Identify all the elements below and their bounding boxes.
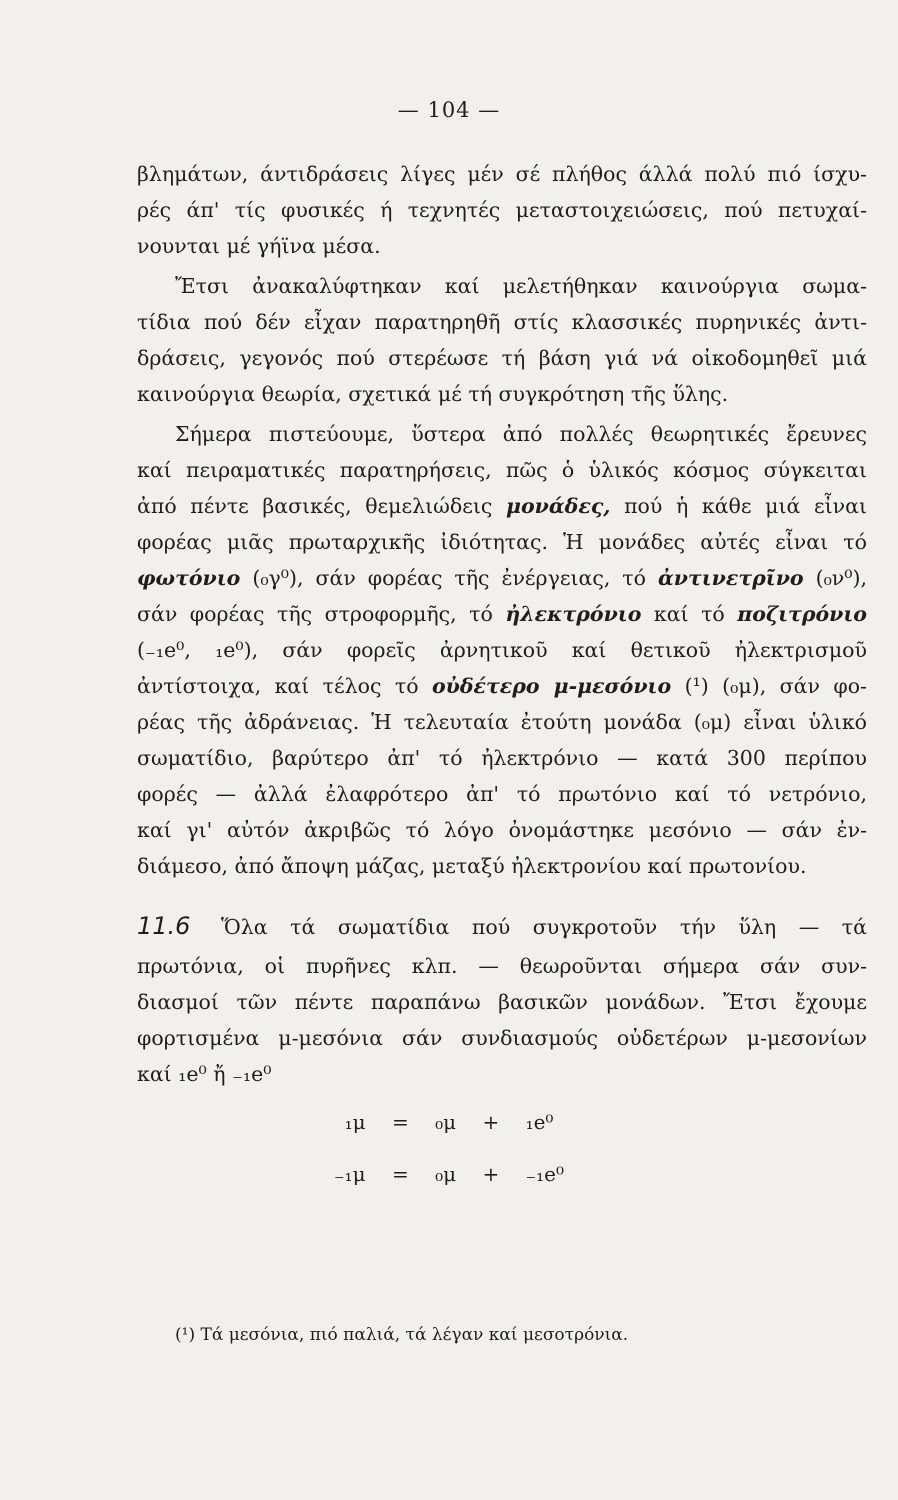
text-segment: Ὅλα τά σωματίδια πού συγκροτοῦν τήν ὕλη — τά (221, 915, 867, 939)
equation-1 (0, 1110, 898, 1134)
text-segment: πού ἡ κάθε μιά εἶναι (624, 494, 867, 518)
eq1-term-a: ₀μ (435, 1110, 457, 1134)
term-ilektronio: ἠλεκτρόνιο (505, 602, 642, 626)
text-segment: σάν φορέας τῆς στροφορμῆς, τό (137, 602, 493, 626)
text-line: βλημάτων, άντιδράσεις λίγες μέν σέ πλήθος άλλά πολύ πιό ίσχυ- (137, 162, 867, 186)
eq1-term-b: ₁e⁰ (525, 1110, 554, 1134)
eq1-equals: = (391, 1110, 409, 1134)
text-line: καί ₁e⁰ ἤ ₋₁e⁰ (137, 1062, 272, 1086)
text-line: καί πειραματικές παρατηρήσεις, πῶς ὁ ὑλικός κόσμος σύγκειται (137, 458, 867, 482)
term-pozitronio: ποζιτρόνιο (737, 602, 867, 626)
text-line: νουνται μέ γήϊνα μέσα. (137, 234, 381, 258)
eq1-lhs: ₁μ (344, 1110, 366, 1134)
text-line (137, 912, 867, 941)
text-line: φορές — ἀλλά ἐλαφρότερο ἀπ' τό πρωτόνιο καί τό νετρόνιο, (137, 782, 867, 806)
text-segment: ἀπό πέντε βασικές, θεμελιώδεις (137, 494, 493, 518)
text-line: σωματίδιο, βαρύτερο ἀπ' τό ἠλεκτρόνιο — κατά 300 περίπου (137, 746, 867, 770)
section-number: 11.6 (137, 912, 191, 940)
text-segment: (₀ν⁰), (815, 566, 867, 590)
eq2-term-a: ₀μ (435, 1162, 457, 1186)
footnote: (¹) Τά μεσόνια, πιό παλιά, τά λέγαν καί μεσοτρόνια. (175, 1325, 629, 1345)
term-photonio: φωτόνιο (137, 566, 241, 590)
text-line (137, 564, 867, 592)
text-segment: καί τό (653, 602, 725, 626)
text-segment: (¹) (₀μ), σάν φο- (684, 674, 867, 698)
text-line: Σήμερα πιστεύουμε, ὕστερα ἀπό πολλές θεωρητικές ἔρευνες (175, 422, 867, 446)
equation-2 (0, 1162, 898, 1186)
text-line: δράσεις, γεγονός πού στερέωσε τή βάση γιά νά οἰκοδομηθεῖ μιά (137, 346, 867, 370)
text-line (137, 600, 867, 628)
text-line (137, 492, 867, 520)
text-line: τίδια πού δέν εἶχαν παρατηρηθῆ στίς κλασσικές πυρηνικές ἀντι- (137, 310, 867, 334)
term-antinetrino: ἀντινετρῖνο (657, 566, 804, 590)
term-mesonio: οὐδέτερο μ-μεσόνιο (431, 674, 672, 698)
text-line: ρέας τῆς ἀδράνειας. Ἡ τελευταία ἐτούτη μονάδα (₀μ) εἶναι ὑλικό (137, 710, 867, 734)
text-segment: ἀντίστοιχα, καί τέλος τό (137, 674, 419, 698)
text-line: ρές άπ' τίς φυσικές ή τεχνητές μεταστοιχειώσεις, πού πετυχαί- (137, 198, 867, 222)
eq1-plus: + (482, 1110, 500, 1134)
text-line: φορέας μιᾶς πρωταρχικῆς ἰδιότητας. Ἡ μονάδες αὐτές εἶναι τό (137, 530, 867, 554)
text-line: πρωτόνια, οἱ πυρῆνες κλπ. — θεωροῦνται σήμερα σάν συν- (137, 954, 867, 978)
page-number: — 104 — (397, 98, 501, 122)
text-line (137, 672, 867, 700)
text-line: διάμεσο, ἀπό ἄποψη μάζας, μεταξύ ἠλεκτρονίου καί πρωτονίου. (137, 854, 807, 878)
text-line: διασμοί τῶν πέντε παραπάνω βασικῶν μονάδων. Ἔτσι ἔχουμε (137, 990, 867, 1014)
text-segment: (₀γ⁰), σάν φορέας τῆς ἐνέργειας, τό (252, 566, 646, 590)
eq2-equals: = (391, 1162, 409, 1186)
term-monades: μονάδες, (506, 494, 611, 518)
text-line: καί γι' αὐτόν ἀκριβῶς τό λόγο ὀνομάστηκε μεσόνιο — σάν ἐν- (137, 818, 867, 842)
text-line: φορτισμένα μ-μεσόνια σάν συνδιασμούς οὐδετέρων μ-μεσονίων (137, 1026, 867, 1050)
text-line: Ἔτσι ἀνακαλύφτηκαν καί μελετήθηκαν καινούργια σωμα- (175, 274, 867, 298)
eq2-plus: + (482, 1162, 500, 1186)
text-line: (₋₁e⁰, ₁e⁰), σάν φορεῖς ἀρνητικοῦ καί θετικοῦ ἠλεκτρισμοῦ (137, 638, 867, 662)
eq2-term-b: ₋₁e⁰ (525, 1162, 564, 1186)
text-line: καινούργια θεωρία, σχετικά μέ τή συγκρότηση τῆς ὕλης. (137, 382, 729, 406)
eq2-lhs: ₋₁μ (334, 1162, 366, 1186)
